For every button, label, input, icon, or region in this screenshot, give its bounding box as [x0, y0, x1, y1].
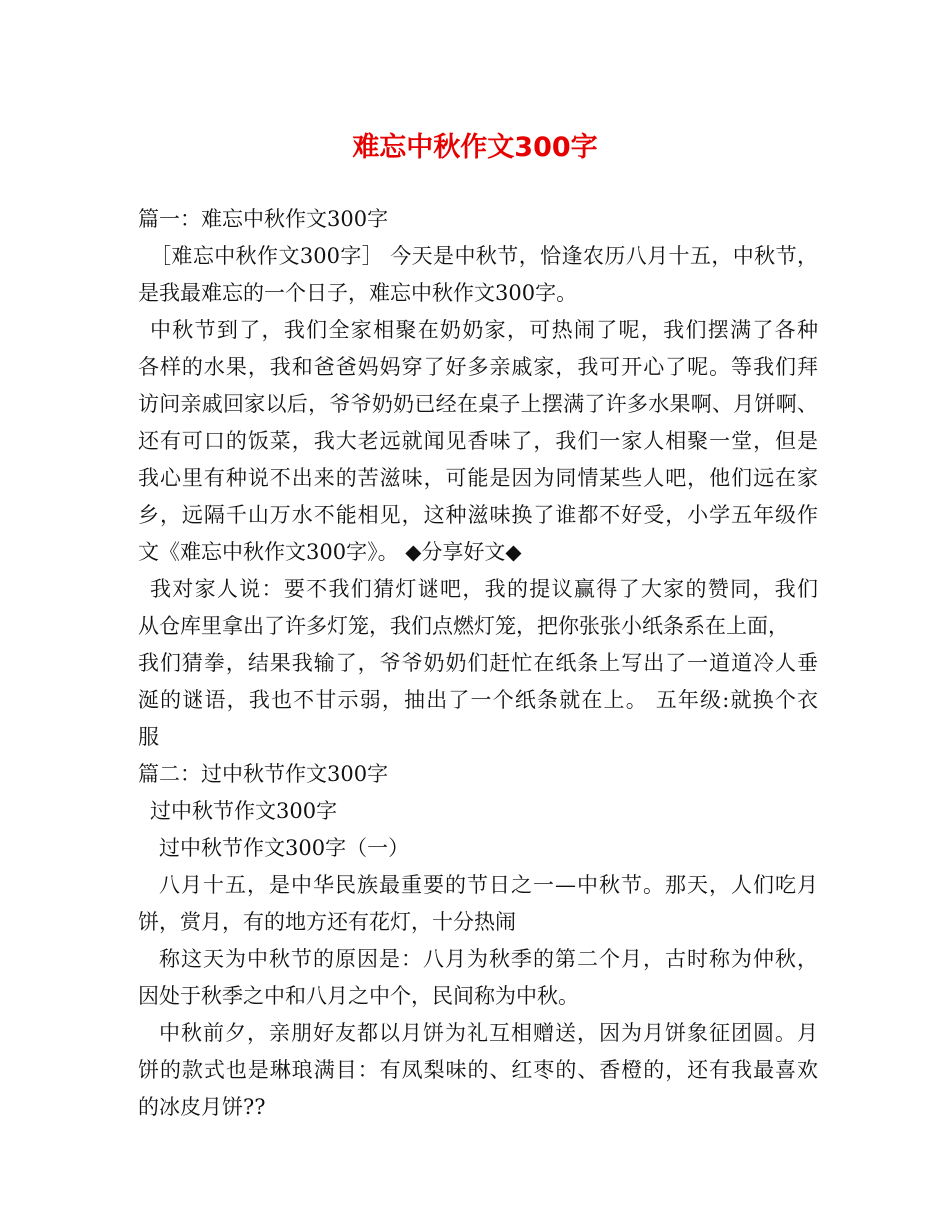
- paragraph-line: 的冰皮月饼??: [138, 1095, 266, 1119]
- section-heading-2: 篇二：过中秋节作文300字: [138, 762, 389, 786]
- section-heading-1: 篇一：难忘中秋作文300字: [138, 207, 389, 231]
- paragraph-line: 各样的水果，我和爸爸妈妈穿了好多亲戚家，我可开心了呢。等我们拜: [138, 355, 818, 379]
- paragraph-line: 服: [138, 725, 159, 749]
- paragraph-line: 我心里有种说不出来的苦滋味，可能是因为同情某些人吧，他们远在家: [138, 466, 818, 490]
- paragraph-line: 涎的谜语，我也不甘示弱，抽出了一个纸条就在上。 五年级:就换个衣: [138, 688, 818, 712]
- paragraph-line: 乡，远隔千山万水不能相见，这种滋味换了谁都不好受，小学五年级作: [138, 503, 818, 527]
- paragraph-line: 文《难忘中秋作文300字》。 ◆分享好文◆: [138, 540, 522, 564]
- paragraph-line: 中秋前夕，亲朋好友都以月饼为礼互相赠送，因为月饼象征团圆。月: [159, 1021, 818, 1045]
- paragraph-line: 八月十五，是中华民族最重要的节日之一—中秋节。那天，人们吃月: [159, 873, 818, 897]
- paragraph-line: 我们猜拳，结果我输了，爷爷奶奶们赶忙在纸条上写出了一道道冷人垂: [138, 651, 818, 675]
- document-title: 难忘中秋作文300字: [352, 132, 598, 163]
- paragraph-line: 是我最难忘的一个日子，难忘中秋作文300字。: [138, 281, 578, 305]
- paragraph-line: 饼，赏月，有的地方还有花灯，十分热闹: [138, 910, 516, 934]
- paragraph-line: 访问亲戚回家以后，爷爷奶奶已经在桌子上摆满了许多水果啊、月饼啊、: [138, 392, 818, 416]
- subheading: 过中秋节作文300字（一）: [159, 836, 410, 860]
- paragraph-line: 中秋节到了，我们全家相聚在奶奶家，可热闹了呢，我们摆满了各种: [150, 318, 818, 342]
- subheading: 过中秋节作文300字: [150, 799, 338, 823]
- paragraph-line: 因处于秋季之中和八月之中个，民间称为中秋。: [138, 984, 579, 1008]
- paragraph-line: 还有可口的饭菜，我大老远就闻见香味了，我们一家人相聚一堂，但是: [138, 429, 818, 453]
- paragraph-line: 饼的款式也是琳琅满目：有凤梨味的、红枣的、香橙的，还有我最喜欢: [138, 1058, 818, 1082]
- paragraph-line: 我对家人说：要不我们猜灯谜吧，我的提议赢得了大家的赞同，我们: [150, 577, 818, 601]
- paragraph-line: 称这天为中秋节的原因是：八月为秋季的第二个月，古时称为仲秋，: [159, 947, 818, 971]
- paragraph-line: 从仓库里拿出了许多灯笼，我们点燃灯笼，把你张张小纸条系在上面，: [138, 614, 789, 638]
- document-body: [138, 201, 818, 1126]
- paragraph-line: ［难忘中秋作文300字］ 今天是中秋节，恰逢农历八月十五，中秋节，: [150, 244, 818, 268]
